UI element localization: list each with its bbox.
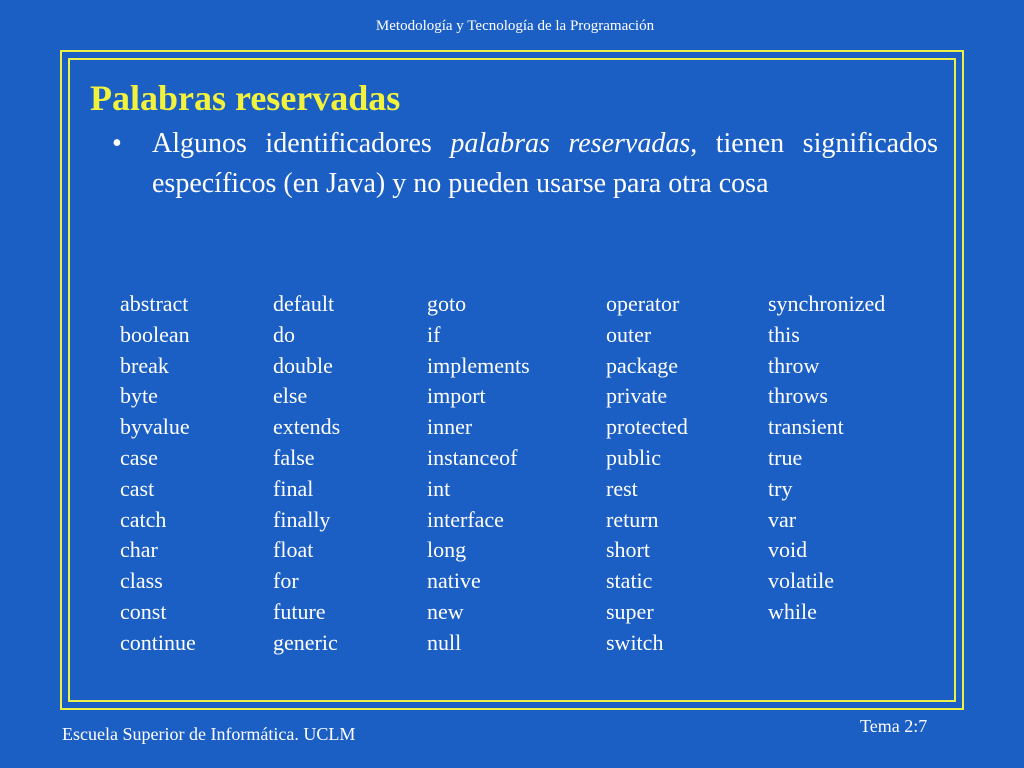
keyword-column [606,289,688,659]
keyword-item: new [427,598,464,624]
footer-institution: Escuela Superior de Informática. UCLM [62,724,356,744]
keyword-item: true [768,444,803,470]
keyword-item: for [273,568,299,594]
keyword-column [120,289,196,659]
keyword-item: interface [427,506,504,532]
keyword-item: implements [427,352,530,378]
bullet-text-part: , tienen significados específicos (en Java) y no pueden usarse para otra cosa [152,128,938,199]
keyword-item: public [606,444,661,470]
keyword-item: generic [273,629,338,655]
keyword-item: rest [606,475,638,501]
keyword-item: continue [120,629,196,655]
keyword-item: short [606,537,650,563]
keyword-item: if [427,321,441,347]
bullet-marker: • [112,128,122,159]
keyword-item: var [768,506,797,532]
keyword-item: cast [120,475,155,501]
keyword-item: false [273,444,315,470]
keyword-column [273,289,340,659]
keyword-item: synchronized [768,291,886,316]
slide-heading: Palabras reservadas [90,78,401,118]
keyword-item: switch [606,629,664,655]
keyword-item: byte [120,383,158,409]
keyword-item: super [606,598,654,624]
keyword-item: char [120,537,158,563]
keyword-item: catch [120,506,167,532]
keyword-item: native [427,568,481,594]
keyword-item: case [120,444,158,470]
keyword-item: break [120,352,169,378]
keyword-item: private [606,383,668,409]
keyword-item: future [273,598,326,624]
bullet-text-part: Algunos identificadores [152,128,451,159]
keyword-item: default [273,291,335,316]
keyword-item: operator [606,291,680,316]
keyword-item: null [427,629,462,655]
keyword-item: extends [273,414,341,440]
keyword-item: import [427,383,486,409]
footer-page-label: Tema 2:7 [860,716,928,736]
keyword-item: return [606,506,659,532]
keyword-item: float [273,537,314,563]
keyword-item: outer [606,321,652,347]
keyword-item: package [606,352,679,378]
keyword-item: double [273,352,333,378]
keyword-item: byvalue [120,414,190,440]
course-title: Metodología y Tecnología de la Programación [375,18,655,34]
keyword-item: const [120,598,167,624]
keyword-item: final [273,475,314,501]
keyword-item: boolean [120,321,190,347]
keyword-item: protected [606,414,688,440]
keyword-column [768,289,885,628]
keyword-item: this [768,321,800,347]
keyword-item: void [768,537,808,563]
keyword-item: class [120,568,163,594]
keyword-item: throws [768,383,828,409]
keyword-item: while [768,598,817,624]
keyword-item: else [273,383,308,409]
keyword-item: throw [768,352,820,378]
bullet-text-part-italic: palabras reservadas [450,128,691,159]
keyword-item: abstract [120,291,189,316]
keyword-item: static [606,568,653,594]
keyword-item: try [768,475,793,501]
keyword-item: do [273,321,295,347]
keyword-item: instanceof [427,444,518,470]
bullet-text [152,124,938,204]
keyword-item: int [427,475,451,501]
keyword-item: long [427,537,467,563]
keyword-item: goto [427,291,467,316]
keyword-column [427,289,530,659]
keyword-item: finally [273,506,331,532]
keyword-item: volatile [768,568,834,594]
keyword-item: transient [768,414,844,440]
keyword-item: inner [427,414,473,440]
